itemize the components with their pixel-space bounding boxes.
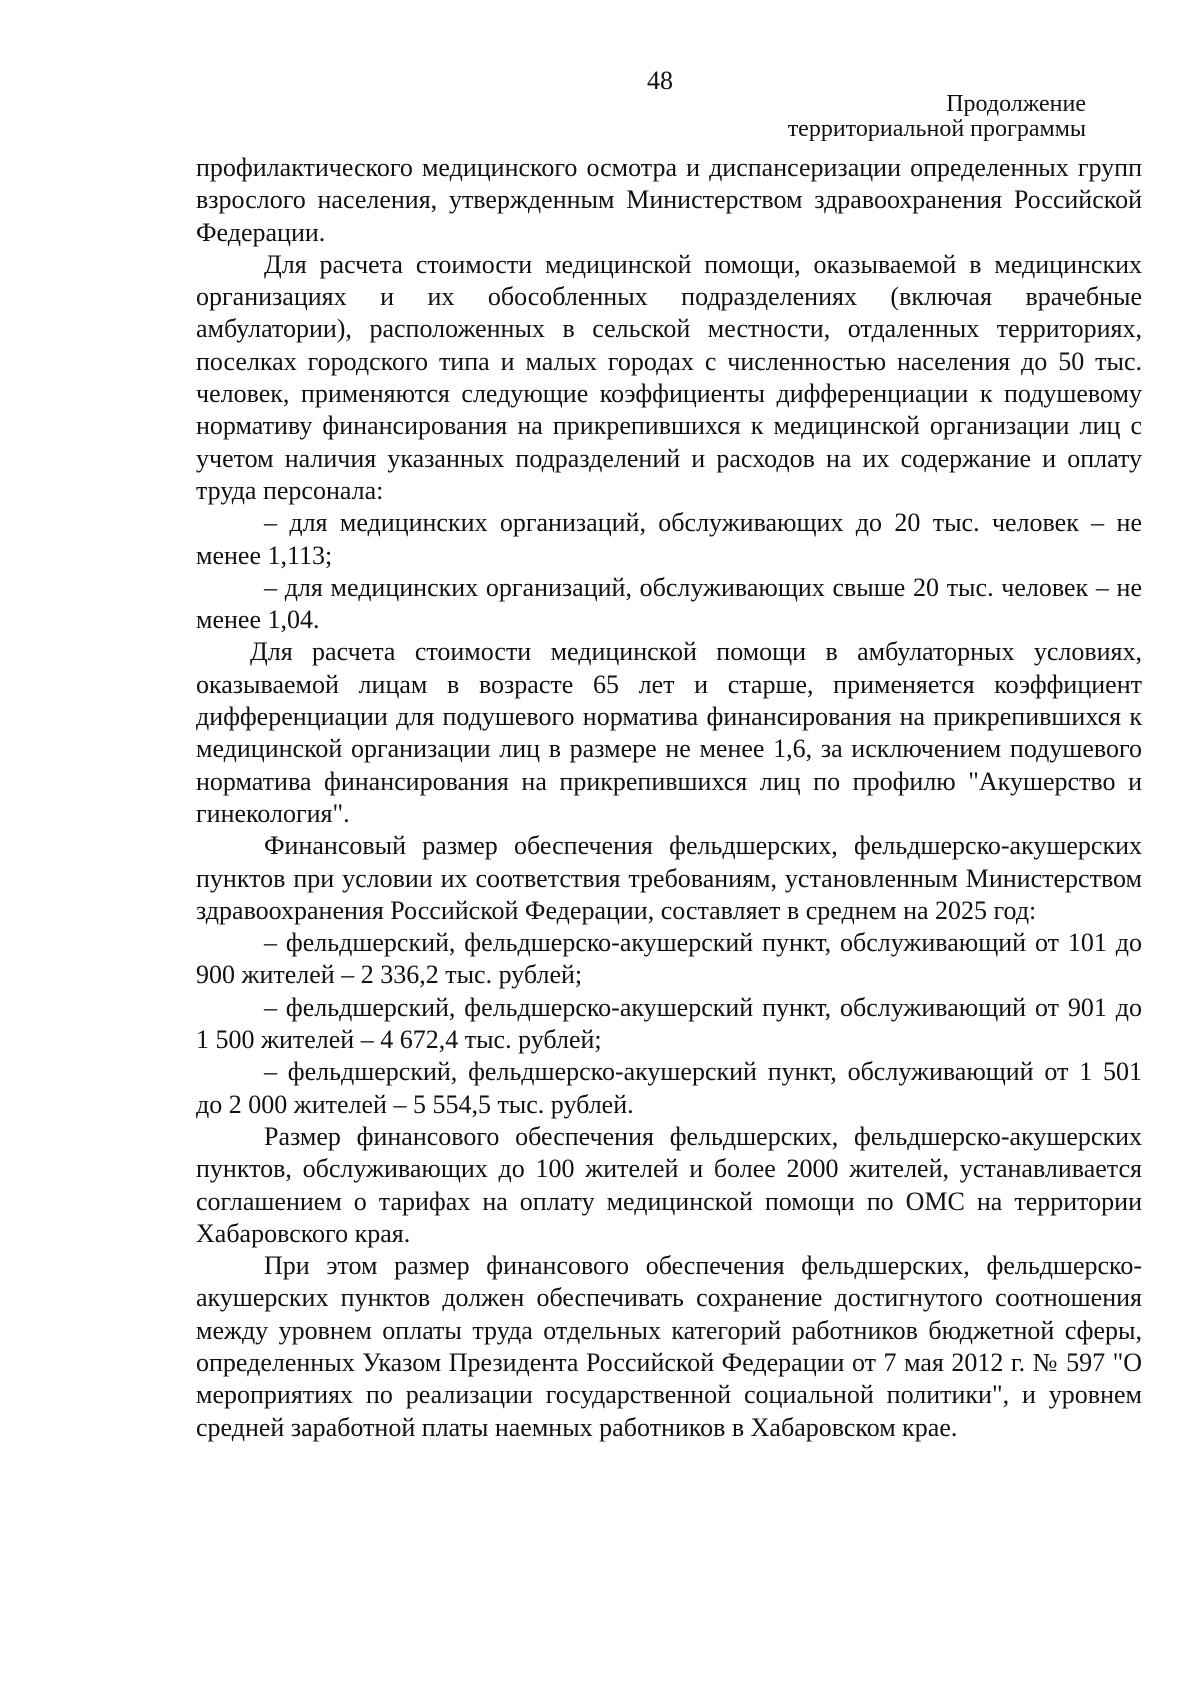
- list-item-101-900: – фельдшерский, фельдшерско-акушерский пункт, обслуживающий от 101 до 900 жителей – 2 336,2 тыс. рублей;: [196, 928, 1142, 990]
- paragraph-tariff-agreement: Размер финансового обеспечения фельдшерских, фельдшерско-акушерских пунктов, обслуживающих до 100 жителей и более 2000 жителей, устанавливается соглашением о тарифах на оплату медицинской помощи по ОМС на территории Хабаровского края.: [196, 1121, 1142, 1248]
- document-body: [196, 152, 1142, 1444]
- paragraph-continuation: профилактического медицинского осмотра и диспансеризации определенных групп взрослого населения, утвержденным Министерством здравоохранения Российской Федерации.: [196, 153, 1142, 247]
- page-number: 48: [647, 66, 673, 95]
- paragraph-rural-coefficients: Для расчета стоимости медицинской помощи, оказываемой в медицинских организациях и их обособленных подразделениях (включая врачебные амбулатории), расположенных в сельской местности, отдаленных территориях, поселках городского типа и малых городах с численностью населения до 50 тыс. человек, применяются следующие коэффициенты дифференциации к подушевому нормативу финансирования на прикрепившихся к медицинской организации лиц с учетом наличия указанных подразделений и расходов на их содержание и оплату труда персонала:: [196, 249, 1142, 505]
- list-item-1501-2000: – фельдшерский, фельдшерско-акушерский пункт, обслуживающий от 1 501 до 2 000 жителей – 5 554,5 тыс. рублей.: [196, 1057, 1142, 1119]
- list-item-over-20k: – для медицинских организаций, обслуживающих свыше 20 тыс. человек – не менее 1,04.: [196, 572, 1142, 635]
- list-item-under-20k: – для медицинских организаций, обслуживающих до 20 тыс. человек – не менее 1,113;: [196, 508, 1142, 570]
- paragraph-fap-financing: Финансовый размер обеспечения фельдшерских, фельдшерско-акушерских пунктов при условии их соответствия требованиям, установленным Министерством здравоохранения Российской Федерации, составляет в среднем на 2025 год:: [196, 831, 1142, 925]
- list-item-901-1500: – фельдшерский, фельдшерско-акушерский пункт, обслуживающий от 901 до 1 500 жителей – 4 672,4 тыс. рублей;: [196, 992, 1142, 1055]
- continuation-header: [788, 92, 1086, 142]
- paragraph-65-plus: Для расчета стоимости медицинской помощи в амбулаторных условиях, оказываемой лицам в возрасте 65 лет и старше, применяется коэффициент дифференциации для подушевого норматива финансирования на прикрепившихся к медицинской организации лиц в размере не менее 1,6, за исключением подушевого норматива финансирования на прикрепившихся лиц по профилю "Акушерство и гинекология".: [196, 637, 1142, 828]
- header-line-1: Продолжение: [946, 91, 1086, 117]
- paragraph-wage-ratio: При этом размер финансового обеспечения фельдшерских, фельдшерско-акушерских пунктов должен обеспечивать сохранение достигнутого соотношения между уровнем оплаты труда отдельных категорий работников бюджетной сферы, определенных Указом Президента Российской Федерации от 7 мая 2012 г. № 597 "О мероприятиях по реализации государственной социальной политики", и уровнем средней заработной платы наемных работников в Хабаровском крае.: [196, 1251, 1142, 1442]
- header-line-2: территориальной программы: [787, 116, 1086, 142]
